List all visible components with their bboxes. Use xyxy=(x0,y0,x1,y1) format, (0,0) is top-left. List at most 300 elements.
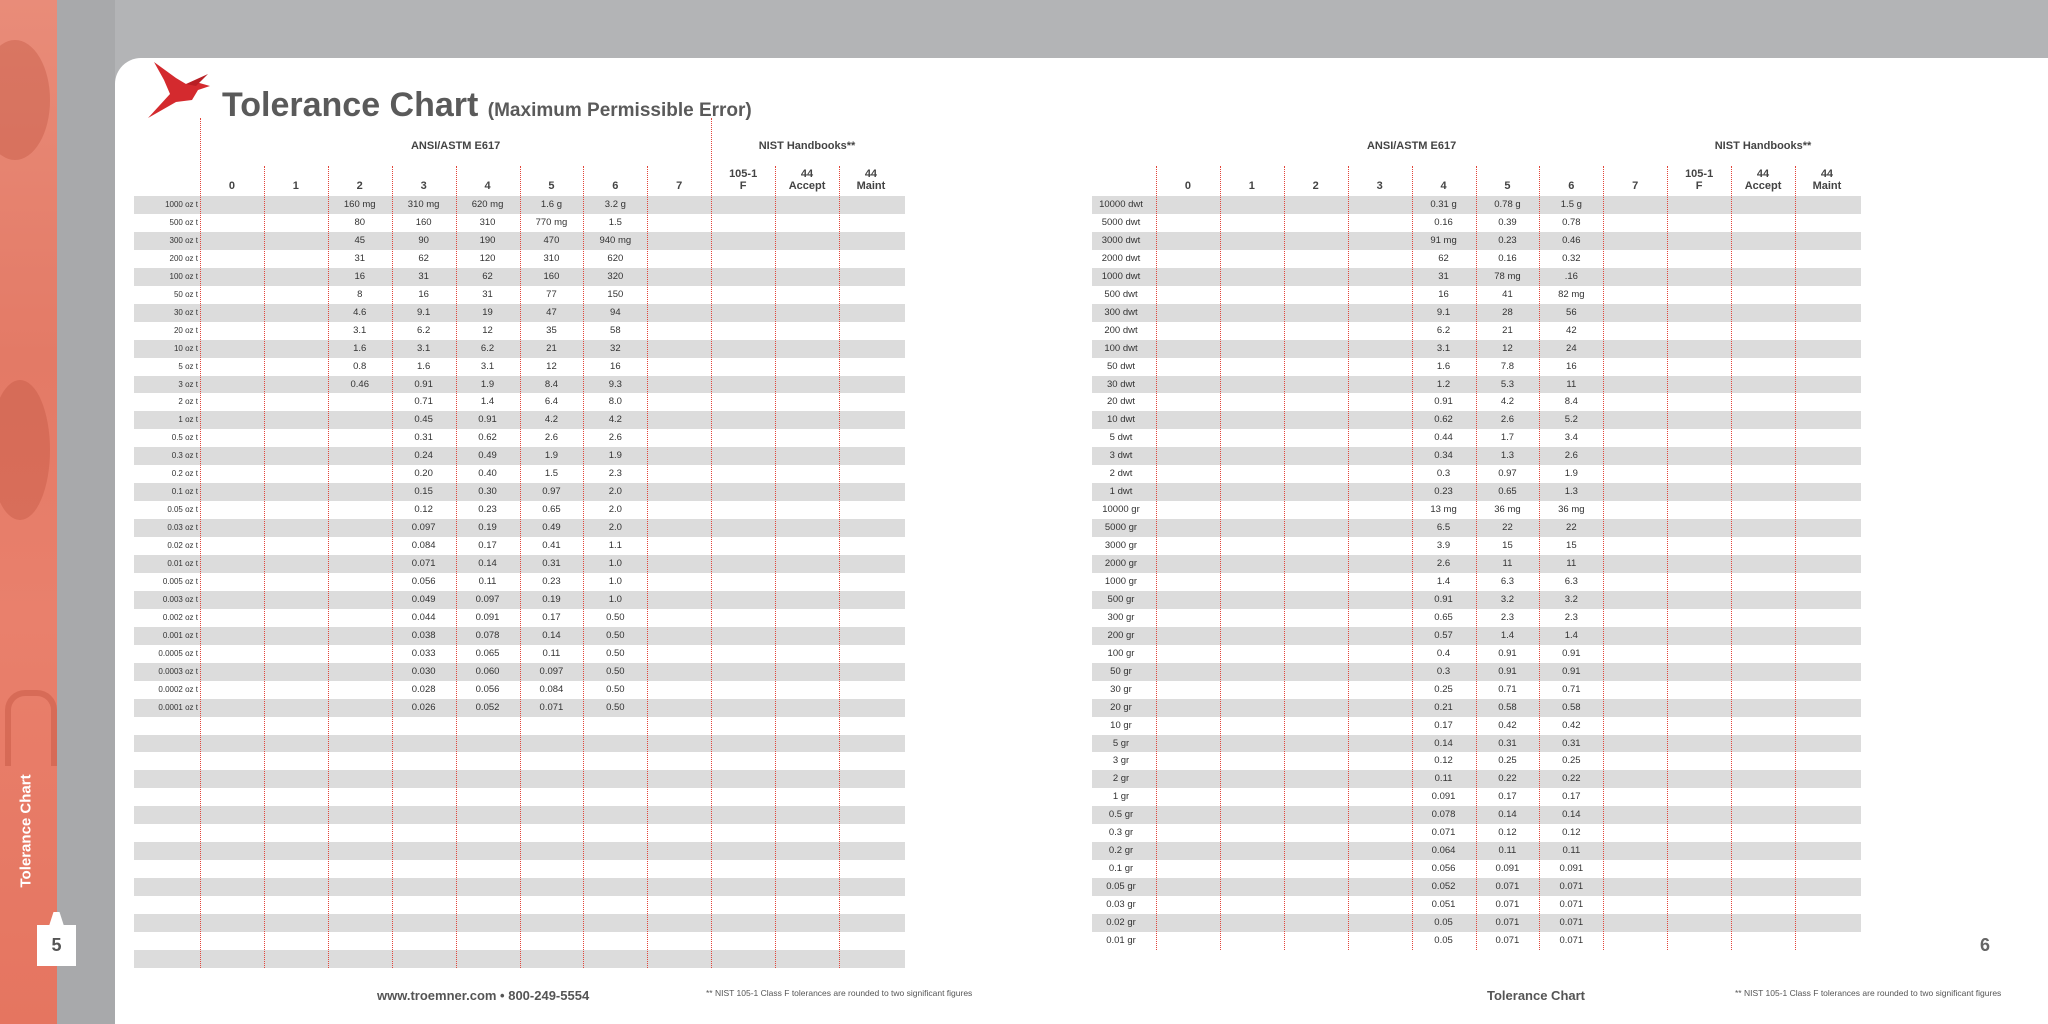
table-cell: 77 xyxy=(546,288,557,300)
column-header-line2: 3 xyxy=(1376,180,1383,192)
table-cell: 0.11 xyxy=(1434,773,1453,785)
table-cell: 9.1 xyxy=(417,306,431,318)
column-header-line2: Maint xyxy=(856,180,886,192)
table-cell: 0.3 xyxy=(1436,665,1451,677)
table-cell: 0.23 xyxy=(478,504,497,516)
table-cell: 6.4 xyxy=(544,396,559,408)
column-divider xyxy=(1156,166,1157,950)
table-cell: 58 xyxy=(610,324,621,336)
table-cell: 0.17 xyxy=(1498,791,1517,803)
table-cell: 0.71 xyxy=(1562,683,1581,695)
row-label: 0.002 oz t xyxy=(162,612,198,622)
table-cell: 90 xyxy=(418,234,429,246)
row-label: 100 dwt xyxy=(1104,342,1138,354)
table-cell: 6.3 xyxy=(1564,575,1578,587)
column-header-line1 xyxy=(328,168,392,180)
column-header-line2: 1 xyxy=(292,180,299,192)
column-header-line2: 2 xyxy=(356,180,363,192)
table-cell: 2.6 xyxy=(544,432,559,444)
column-header xyxy=(839,168,903,192)
column-header xyxy=(200,168,264,192)
table-cell: 16 xyxy=(354,270,366,282)
table-cell: 80 xyxy=(354,216,366,228)
table-cell: 0.25 xyxy=(1498,755,1517,767)
column-divider xyxy=(1412,166,1413,950)
table-cell: 0.46 xyxy=(350,378,369,390)
row-label: 50 oz t xyxy=(173,289,198,299)
column-divider xyxy=(456,166,457,968)
table-cell: 0.071 xyxy=(1431,827,1456,839)
table-cell: 190 xyxy=(479,234,496,246)
row-label: 30 oz t xyxy=(173,307,198,317)
row-label: 0.0001 oz t xyxy=(158,702,198,712)
table-cell: 310 xyxy=(479,216,496,228)
table-cell: 4.6 xyxy=(353,306,367,318)
column-header xyxy=(1412,168,1476,192)
table-cell: 0.097 xyxy=(539,665,564,677)
table-cell: 1.6 xyxy=(1436,360,1451,372)
table-cell: 0.071 xyxy=(1495,934,1520,946)
table-cell: 0.084 xyxy=(539,683,564,695)
table-cell: 0.078 xyxy=(475,629,500,641)
top-band xyxy=(0,0,2048,58)
row-label: 30 dwt xyxy=(1107,378,1135,390)
column-header-line2: Accept xyxy=(1744,180,1782,192)
row-label: 0.01 oz t xyxy=(167,559,198,568)
table-cell: 2.3 xyxy=(608,468,622,480)
row-label: 2 dwt xyxy=(1109,468,1133,480)
row-label: 1000 oz t xyxy=(165,200,198,209)
table-cell: 0.078 xyxy=(1431,809,1456,821)
table-cell: 62 xyxy=(418,252,429,264)
table-cell: 310 xyxy=(543,252,560,264)
table-cell: 8.4 xyxy=(544,378,559,390)
table-cell: 0.14 xyxy=(1562,809,1581,821)
table-cell: 0.071 xyxy=(1559,881,1584,893)
group-header-nist: NIST Handbooks** xyxy=(1714,140,1812,152)
column-header xyxy=(1731,168,1795,192)
table-cell: 62 xyxy=(1438,252,1449,264)
table-cell: 620 xyxy=(607,252,624,264)
sidebar-photo-strip xyxy=(0,0,57,1024)
row-label: 200 gr xyxy=(1107,629,1135,641)
column-header xyxy=(647,168,711,192)
table-cell: 0.3 xyxy=(1436,468,1451,480)
table-cell: 0.31 xyxy=(1562,737,1581,749)
table-cell: 1.5 xyxy=(608,216,622,228)
title-main: Tolerance Chart xyxy=(222,86,479,124)
table-cell: 31 xyxy=(354,252,366,264)
table-cell: 1.2 xyxy=(1436,378,1451,390)
table-cell: 45 xyxy=(354,234,366,246)
table-cell: 15 xyxy=(1566,540,1577,552)
group-header-astm: ANSI/ASTM E617 xyxy=(410,140,501,152)
row-label: 5 gr xyxy=(1112,737,1130,749)
row-label: 3000 gr xyxy=(1104,540,1138,552)
row-label: 0.003 oz t xyxy=(162,594,198,604)
table-cell: 6.5 xyxy=(1436,522,1451,534)
table-cell: 1.3 xyxy=(1564,486,1578,498)
row-label: 2000 dwt xyxy=(1101,252,1141,264)
table-cell: 15 xyxy=(1502,540,1513,552)
table-cell: 5.3 xyxy=(1500,378,1515,390)
row-label: 0.3 oz t xyxy=(171,451,198,461)
table-cell: 22 xyxy=(1566,522,1577,534)
table-cell: 0.20 xyxy=(414,468,433,480)
table-cell: 3.4 xyxy=(1564,432,1578,444)
table-cell: 78 mg xyxy=(1494,270,1521,282)
table-cell: 32 xyxy=(610,342,621,354)
row-label: 0.03 oz t xyxy=(167,523,198,533)
row-label: 200 dwt xyxy=(1104,324,1138,336)
row-label: 500 gr xyxy=(1107,593,1135,605)
table-cell: 0.071 xyxy=(539,701,564,713)
table-cell: 0.91 xyxy=(1498,665,1517,677)
column-header xyxy=(583,168,647,192)
column-header xyxy=(520,168,584,192)
table-cell: 1.5 g xyxy=(1560,199,1582,210)
row-label: 3 oz t xyxy=(178,379,198,389)
table-cell: 0.23 xyxy=(1498,234,1517,246)
table-cell: 0.50 xyxy=(606,647,625,659)
table-cell: 31 xyxy=(1438,270,1449,282)
table-cell: 91 mg xyxy=(1430,234,1457,246)
table-cell: 0.16 xyxy=(1498,252,1517,264)
table-cell: 8 xyxy=(357,288,363,300)
row-label: 500 oz t xyxy=(169,217,198,227)
title-subtitle: (Maximum Permissible Error) xyxy=(487,100,752,121)
table-cell: 3.1 xyxy=(1436,342,1451,354)
row-label: 0.2 oz t xyxy=(171,469,198,479)
column-header-line1 xyxy=(1412,168,1476,180)
table-cell: 0.22 xyxy=(1498,773,1517,785)
column-header-line1 xyxy=(264,168,328,180)
table-cell: 2.0 xyxy=(608,486,622,498)
group-header-astm: ANSI/ASTM E617 xyxy=(1366,140,1457,152)
table-cell: 0.25 xyxy=(1434,683,1453,695)
table-cell: 1.4 xyxy=(480,396,495,408)
row-label: 300 oz t xyxy=(169,235,198,245)
table-cell: 320 xyxy=(607,270,624,282)
column-header-line2: 5 xyxy=(1504,180,1511,192)
table-cell: 8.0 xyxy=(608,396,622,408)
table-cell: 2.0 xyxy=(608,522,622,534)
table-cell: 0.091 xyxy=(1495,863,1520,875)
footnote-left: ** NIST 105-1 Class F tolerances are rounded to two significant figures xyxy=(706,988,973,998)
table-cell: 5.2 xyxy=(1564,414,1578,426)
table-cell: 36 mg xyxy=(1558,504,1585,516)
row-label: 0.3 gr xyxy=(1108,827,1134,839)
column-header-line1 xyxy=(1220,168,1284,180)
footer-right-title: Tolerance Chart xyxy=(1487,988,1586,1003)
table-cell: 3.2 xyxy=(1564,593,1578,605)
table-cell: 28 xyxy=(1502,306,1513,318)
table-cell: 0.50 xyxy=(606,629,625,641)
table-cell: 0.57 xyxy=(1434,629,1453,641)
column-divider xyxy=(1603,166,1604,950)
table-cell: 1.7 xyxy=(1500,432,1515,444)
row-label: 10 oz t xyxy=(173,343,198,353)
row-label: 2 oz t xyxy=(178,397,198,407)
row-label: 2000 gr xyxy=(1104,558,1138,569)
table-cell: 19 xyxy=(482,306,493,318)
table-cell: 0.78 xyxy=(1562,216,1581,228)
column-header xyxy=(1476,168,1540,192)
table-cell: 0.071 xyxy=(1559,899,1584,911)
table-cell: 0.91 xyxy=(1434,593,1453,605)
column-header-line2: 0 xyxy=(1184,180,1191,192)
table-cell: 0.052 xyxy=(475,701,500,713)
table-cell: 11 xyxy=(1566,378,1577,390)
table-cell: 0.24 xyxy=(414,450,433,462)
table-cell: 0.14 xyxy=(478,558,497,569)
row-label: 5 dwt xyxy=(1109,432,1133,444)
row-label: 0.0005 oz t xyxy=(158,648,198,658)
table-cell: 0.71 xyxy=(414,396,433,408)
column-header-line1 xyxy=(1476,168,1540,180)
column-header-line1: 105-1 xyxy=(729,168,758,180)
row-label: 30 gr xyxy=(1110,683,1132,695)
column-header xyxy=(1348,168,1412,192)
table-cell: 0.62 xyxy=(1434,414,1453,426)
row-label: 3000 dwt xyxy=(1101,234,1141,246)
table-cell: 0.4 xyxy=(1436,647,1451,659)
column-header-line1 xyxy=(1284,168,1348,180)
column-header-line2: 3 xyxy=(420,180,427,192)
column-divider xyxy=(1476,166,1477,950)
column-header-line2: 6 xyxy=(1568,180,1575,192)
row-label: 10000 gr xyxy=(1102,504,1140,516)
table-cell: 0.071 xyxy=(411,558,436,569)
table-cell: 0.8 xyxy=(353,360,367,372)
column-header-line1: 44 xyxy=(1820,168,1834,180)
table-cell: 1.0 xyxy=(608,593,622,605)
row-label: 1000 gr xyxy=(1104,575,1138,587)
table-cell: 0.71 xyxy=(1498,683,1517,695)
column-header-line2: F xyxy=(739,180,747,192)
table-cell: 36 mg xyxy=(1494,504,1521,516)
table-cell: 0.071 xyxy=(1495,917,1520,928)
footnote-right: ** NIST 105-1 Class F tolerances are rounded to two significant figures xyxy=(1735,988,2002,998)
table-cell: 0.50 xyxy=(606,701,625,713)
table-cell: 0.91 xyxy=(478,414,497,426)
table-cell: 0.071 xyxy=(1559,917,1584,928)
table-cell: 6.2 xyxy=(1436,324,1451,336)
column-divider xyxy=(1795,166,1796,950)
table-cell: 1.4 xyxy=(1564,629,1578,641)
table-cell: 6.2 xyxy=(417,324,431,336)
row-label: 20 oz t xyxy=(173,325,198,335)
table-cell: 3.2 xyxy=(1500,593,1515,605)
table-cell: 4.2 xyxy=(544,414,559,426)
column-header xyxy=(392,168,456,192)
table-cell: 310 mg xyxy=(407,199,440,210)
table-cell: 0.65 xyxy=(1434,611,1453,623)
row-label: 1 gr xyxy=(1112,791,1130,803)
table-cell: 2.6 xyxy=(1436,558,1451,569)
page-number-right: 6 xyxy=(1980,935,1991,955)
column-header-line1: 105-1 xyxy=(1685,168,1714,180)
table-cell: 620 mg xyxy=(471,199,504,210)
table-cell: 0.49 xyxy=(478,450,497,462)
column-divider xyxy=(520,166,521,968)
table-cell: 21 xyxy=(546,342,557,354)
row-label: 50 gr xyxy=(1110,665,1132,677)
table-cell: 0.32 xyxy=(1562,252,1581,264)
group-header-nist: NIST Handbooks** xyxy=(758,140,856,152)
table-cell: 0.091 xyxy=(1559,863,1584,875)
table-cell: 0.23 xyxy=(1434,486,1453,498)
table-cell: 94 xyxy=(610,306,621,318)
table-cell: 1.6 g xyxy=(540,199,563,210)
row-label: 0.02 oz t xyxy=(167,541,198,551)
row-label: 0.0002 oz t xyxy=(158,684,198,694)
table-cell: 0.097 xyxy=(475,593,500,605)
row-label: 100 gr xyxy=(1107,647,1135,659)
column-header-line1 xyxy=(520,168,584,180)
table-cell: 0.97 xyxy=(542,486,561,498)
table-cell: 0.17 xyxy=(542,611,561,623)
table-cell: 1.9 xyxy=(480,378,495,390)
table-cell: 0.044 xyxy=(411,611,436,623)
table-cell: 0.65 xyxy=(542,504,561,516)
row-label: 3 gr xyxy=(1112,755,1130,767)
table-cell: 8.4 xyxy=(1564,396,1578,408)
table-cell: 0.05 xyxy=(1434,917,1453,928)
table-cell: 3.1 xyxy=(353,324,367,336)
column-divider xyxy=(1731,166,1732,950)
column-divider xyxy=(1348,166,1349,950)
table-cell: 35 xyxy=(546,324,557,336)
column-header-line2: 4 xyxy=(1440,180,1447,192)
column-divider xyxy=(1667,166,1668,950)
row-label: 100 oz t xyxy=(169,271,198,281)
gray-band xyxy=(57,0,115,1024)
table-cell: 0.14 xyxy=(1434,737,1453,749)
table-cell: 0.31 xyxy=(1498,737,1517,749)
table-cell: 0.62 xyxy=(478,432,497,444)
column-divider xyxy=(1220,166,1221,950)
table-cell: 0.91 xyxy=(1562,665,1581,677)
row-label: 1 dwt xyxy=(1109,486,1133,498)
table-cell: 2.6 xyxy=(608,432,622,444)
table-cell: 1.1 xyxy=(608,540,622,552)
table-cell: 0.056 xyxy=(475,683,500,695)
row-label: 0.01 gr xyxy=(1106,934,1136,946)
table-cell: 3.9 xyxy=(1436,540,1451,552)
column-header-line2: 5 xyxy=(548,180,555,192)
table-cell: 0.46 xyxy=(1562,234,1581,246)
table-cell: 1.6 xyxy=(417,360,431,372)
table-cell: 0.31 xyxy=(542,558,561,569)
table-cell: 0.11 xyxy=(1498,845,1517,857)
table-cell: 120 xyxy=(479,252,496,264)
column-header-line2: 7 xyxy=(1632,180,1639,192)
table-cell: 16 xyxy=(610,360,621,372)
table-cell: 0.12 xyxy=(1434,755,1453,767)
table-cell: 0.91 xyxy=(1434,396,1453,408)
table-cell: 0.40 xyxy=(478,468,497,480)
column-header-line2: 0 xyxy=(228,180,235,192)
column-header-line1 xyxy=(583,168,647,180)
table-cell: 0.41 xyxy=(542,540,561,552)
row-label: 10000 dwt xyxy=(1099,199,1143,210)
table-cell: 0.58 xyxy=(1498,701,1517,713)
column-header-line1: 44 xyxy=(800,168,814,180)
table-cell: 1.4 xyxy=(1500,629,1515,641)
row-label: 0.2 gr xyxy=(1108,845,1134,857)
table-cell: 0.49 xyxy=(542,522,561,534)
table-cell: 0.23 xyxy=(542,575,561,587)
table-cell: 6.2 xyxy=(480,342,495,354)
column-header xyxy=(1156,168,1220,192)
table-cell: 160 mg xyxy=(343,199,376,210)
table-cell: 0.45 xyxy=(414,414,433,426)
column-divider xyxy=(1539,166,1540,950)
column-divider xyxy=(711,118,712,968)
table-cell: 0.50 xyxy=(606,611,625,623)
column-divider xyxy=(839,166,840,968)
table-cell: 0.31 g xyxy=(1430,199,1457,210)
column-header-line2: 1 xyxy=(1248,180,1255,192)
row-label: 0.05 oz t xyxy=(167,505,198,515)
table-cell: 770 mg xyxy=(535,216,568,228)
table-cell: 0.21 xyxy=(1434,701,1453,713)
table-cell: 0.071 xyxy=(1559,934,1584,946)
table-cell: 0.026 xyxy=(411,701,436,713)
column-header-line1 xyxy=(647,168,711,180)
row-label: 3 dwt xyxy=(1109,450,1133,462)
row-label: 0.001 oz t xyxy=(162,630,198,640)
table-cell: 0.19 xyxy=(542,593,561,605)
column-divider xyxy=(775,166,776,968)
table-cell: 4.2 xyxy=(608,414,622,426)
column-header-line1: 44 xyxy=(1756,168,1770,180)
table-cell: 0.065 xyxy=(475,647,500,659)
table-cell: 0.34 xyxy=(1434,450,1453,462)
table-cell: 0.22 xyxy=(1562,773,1581,785)
table-cell: 0.12 xyxy=(1498,827,1517,839)
table-cell: 1.9 xyxy=(544,450,559,462)
row-label: 500 dwt xyxy=(1104,288,1138,300)
page-title xyxy=(222,86,752,125)
table-cell: 12 xyxy=(482,324,493,336)
column-header xyxy=(456,168,520,192)
table-cell: 160 xyxy=(415,216,432,228)
table-cell: 0.030 xyxy=(411,665,436,677)
column-divider xyxy=(392,166,393,968)
table-cell: 0.084 xyxy=(411,540,436,552)
table-cell: 0.91 xyxy=(414,378,433,390)
table-cell: 16 xyxy=(1438,288,1449,300)
table-cell: 12 xyxy=(546,360,557,372)
table-cell: 1.9 xyxy=(1564,468,1578,480)
table-cell: 150 xyxy=(607,288,624,300)
column-header xyxy=(328,168,392,192)
table-cell: 0.12 xyxy=(414,504,433,516)
column-header-line2: 6 xyxy=(612,180,619,192)
table-cell: 0.028 xyxy=(411,683,436,695)
row-label: 20 dwt xyxy=(1107,396,1135,408)
table-cell: 0.11 xyxy=(1562,845,1581,857)
column-header xyxy=(1667,168,1731,192)
column-divider xyxy=(1284,166,1285,950)
column-header-line2: F xyxy=(1695,180,1703,192)
column-divider xyxy=(200,118,201,968)
table-cell: 0.19 xyxy=(478,522,497,534)
hummingbird-logo xyxy=(146,60,214,122)
table-cell: 0.15 xyxy=(414,486,433,498)
